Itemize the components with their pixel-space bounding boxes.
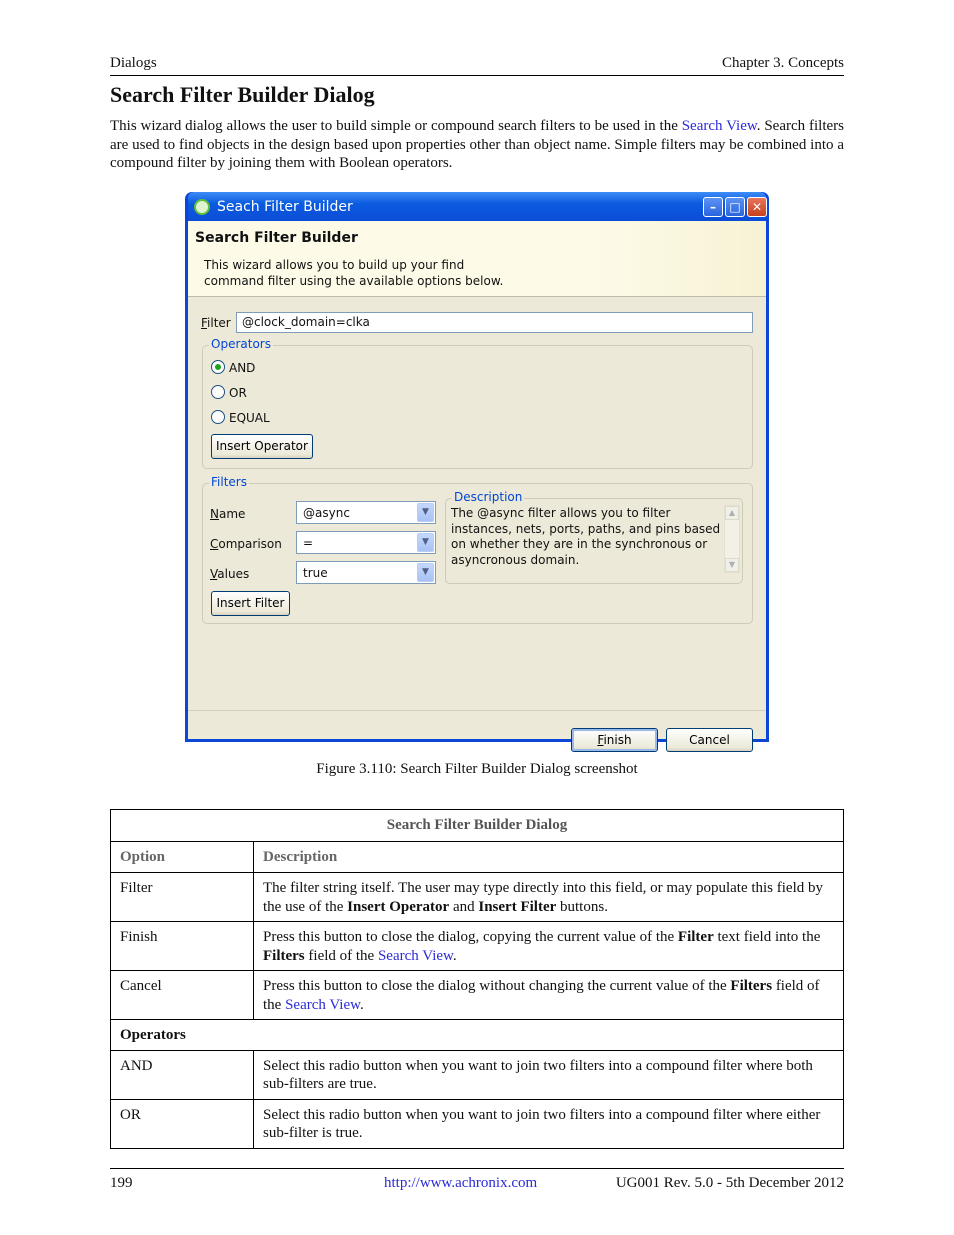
- footer-url-link[interactable]: http://www.achronix.com: [384, 1175, 538, 1191]
- values-label: Values: [210, 567, 250, 581]
- close-icon[interactable]: ✕: [747, 197, 767, 217]
- option-cell: Filter: [111, 873, 254, 922]
- column-header-option: Option: [111, 841, 254, 873]
- filters-group: [202, 475, 753, 624]
- insert-operator-button[interactable]: Insert Operator: [211, 434, 313, 459]
- intro-paragraph: [110, 117, 844, 173]
- description-group: [445, 490, 743, 584]
- option-cell: OR: [111, 1099, 254, 1148]
- header-chapter-name: Chapter 3. Concepts: [721, 55, 844, 71]
- filters-legend: Filters: [211, 475, 247, 489]
- description-cell: Press this button to close the dialog, copying the current value of the Filter text field into the Filters field of the Search View.: [254, 922, 844, 971]
- insert-filter-button[interactable]: Insert Filter: [211, 591, 290, 616]
- wizard-header: [188, 221, 766, 297]
- header-section-name: Dialogs: [110, 55, 157, 71]
- equal-radio[interactable]: [211, 410, 225, 424]
- scroll-down-icon[interactable]: ▼: [725, 558, 739, 572]
- filter-input[interactable]: @clock_domain=clka: [236, 312, 753, 333]
- and-radio-label: AND: [229, 361, 256, 375]
- operators-group: [202, 337, 753, 469]
- comparison-label: Comparison: [210, 537, 282, 551]
- description-text: The @async filter allows you to filter instances, nets, ports, paths, and pins based on whether they are in the synchronous or asyncronous domain.: [451, 506, 721, 567]
- description-cell: Select this radio button when you want to join two filters into a compound filter where both sub-filters are true.: [254, 1050, 844, 1099]
- search-view-link[interactable]: Search View: [377, 947, 453, 964]
- maximize-icon[interactable]: □: [725, 197, 745, 217]
- description-cell: Press this button to close the dialog without changing the current value of the Filters field of the Search View.: [254, 971, 844, 1020]
- table-header-row: [111, 841, 844, 873]
- description-scrollbar[interactable]: [724, 505, 740, 573]
- search-filter-builder-dialog: [185, 192, 769, 747]
- search-view-link[interactable]: Search View: [285, 996, 360, 1013]
- wizard-description: This wizard allows you to build up your find command filter using the available options below.: [204, 258, 504, 288]
- name-label: Name: [210, 507, 246, 521]
- chevron-down-icon[interactable]: ▼: [417, 563, 434, 582]
- revision-text: UG001 Rev. 5.0 - 5th December 2012: [615, 1175, 844, 1191]
- equal-radio-label: EQUAL: [229, 411, 270, 425]
- dialog-footer-separator: [188, 710, 766, 711]
- chevron-down-icon[interactable]: ▼: [417, 503, 434, 522]
- table-row: [111, 922, 844, 971]
- option-cell: AND: [111, 1050, 254, 1099]
- options-table: [110, 809, 844, 1149]
- intro-text-1: This wizard dialog allows the user to build simple or compound search filters to be used in the: [110, 118, 682, 134]
- table-row: [111, 873, 844, 922]
- cancel-button[interactable]: Cancel: [666, 728, 753, 752]
- page-number: 199: [110, 1175, 133, 1191]
- table-section-row: [111, 1020, 844, 1051]
- or-radio[interactable]: [211, 385, 225, 399]
- section-title: Search Filter Builder Dialog: [110, 82, 375, 107]
- intro-text-2: . Search filters are used to find objects in the design based upon properties other than object name. Simple filters may be combined into a compound filter by joining them with Boolean operators.: [110, 118, 844, 171]
- operators-legend: Operators: [211, 337, 271, 351]
- description-cell: The filter string itself. The user may type directly into this field, or may populate this field by the use of the Insert Operator and Insert Filter buttons.: [254, 873, 844, 922]
- column-header-description: Description: [254, 841, 844, 873]
- app-icon: [194, 199, 210, 215]
- option-cell: Finish: [111, 922, 254, 971]
- finish-button[interactable]: Finish: [571, 728, 658, 752]
- values-select[interactable]: true ▼: [296, 561, 436, 584]
- table-caption-row: [111, 810, 844, 842]
- wizard-title: Search Filter Builder: [195, 230, 358, 246]
- comparison-select[interactable]: = ▼: [296, 531, 436, 554]
- or-radio-label: OR: [229, 386, 247, 400]
- dialog-body: [188, 221, 766, 747]
- page-footer: [110, 1168, 844, 1192]
- option-cell: Cancel: [111, 971, 254, 1020]
- table-caption: Search Filter Builder Dialog: [111, 810, 844, 842]
- table-row: [111, 1099, 844, 1148]
- description-cell: Select this radio button when you want to join two filters into a compound filter where either sub-filter is true.: [254, 1099, 844, 1148]
- section-cell-operators: Operators: [111, 1020, 844, 1051]
- page-header: [110, 54, 844, 76]
- and-radio[interactable]: [211, 360, 225, 374]
- search-view-link[interactable]: Search View: [681, 118, 757, 134]
- table-row: [111, 1050, 844, 1099]
- chevron-down-icon[interactable]: ▼: [417, 533, 434, 552]
- description-legend: Description: [454, 490, 523, 504]
- name-select[interactable]: @async ▼: [296, 501, 436, 524]
- window-title: Seach Filter Builder: [217, 199, 353, 215]
- filter-label: Filter: [201, 316, 231, 330]
- scroll-up-icon[interactable]: ▲: [725, 506, 739, 520]
- figure-caption: Figure 3.110: Search Filter Builder Dialog screenshot: [316, 761, 638, 777]
- dialog-titlebar[interactable]: [188, 192, 766, 221]
- table-row: [111, 971, 844, 1020]
- minimize-icon[interactable]: –: [703, 197, 723, 217]
